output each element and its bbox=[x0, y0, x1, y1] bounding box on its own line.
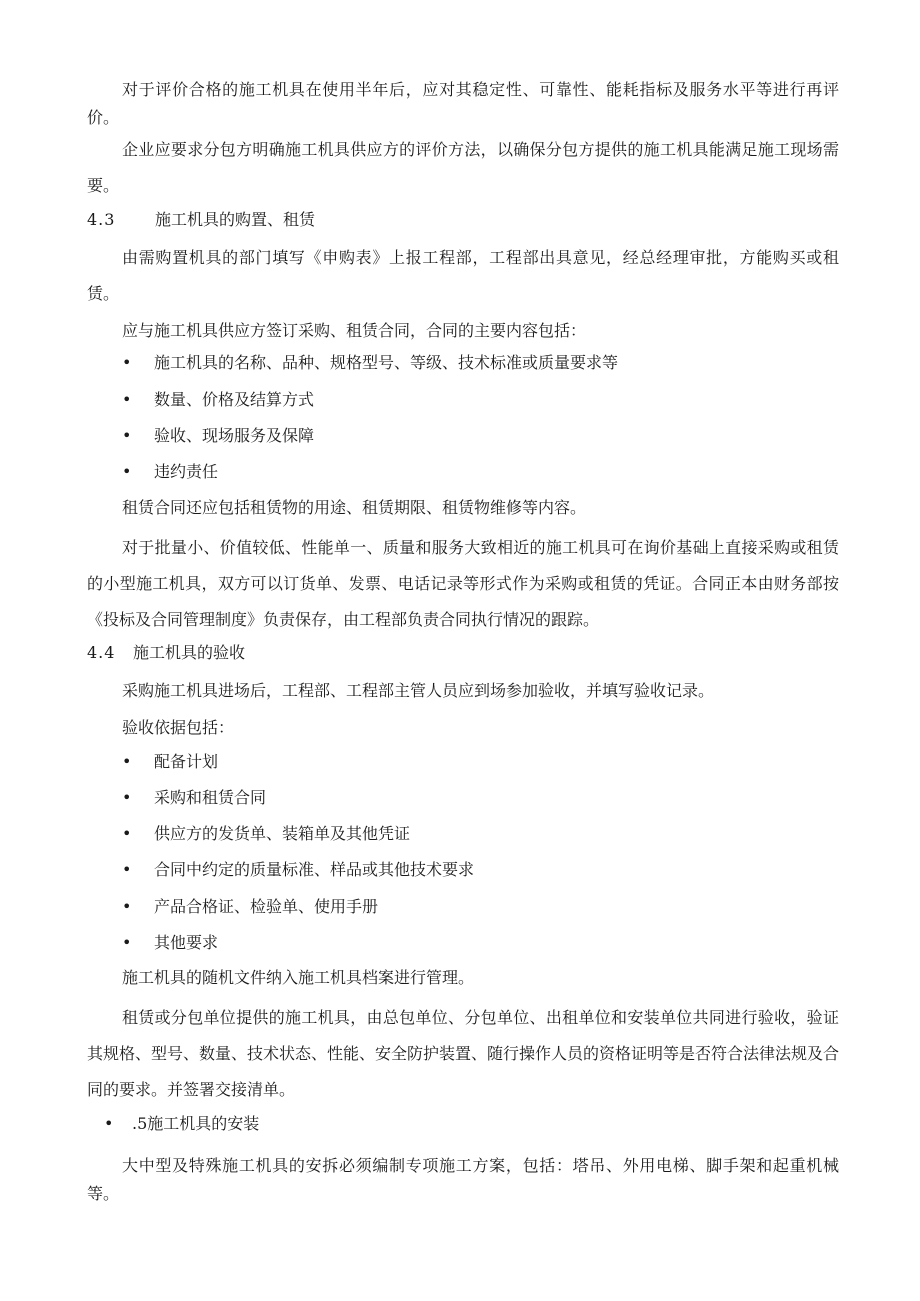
bullet-icon: • bbox=[122, 788, 132, 807]
bullet-icon: • bbox=[122, 897, 132, 916]
list-item: • 采购和租赁合同 bbox=[122, 786, 266, 810]
list-item: • 配备计划 bbox=[122, 750, 218, 774]
section-heading-5 bbox=[104, 1112, 259, 1136]
paragraph-installation-plan: 大中型及特殊施工机具的安拆必须编制专项施工方案，包括：塔吊、外用电梯、脚手架和起重机械等。 bbox=[87, 1156, 839, 1203]
paragraph-acceptance-basis: 验收依据包括： bbox=[122, 718, 235, 737]
list-item: • 验收、现场服务及保障 bbox=[122, 424, 314, 448]
list-item: • 数量、价格及结算方式 bbox=[122, 388, 314, 412]
paragraph-purchase-request: 由需购置机具的部门填写《申购表》上报工程部，工程部出具意见，经总经理审批，方能购买或租赁。 bbox=[87, 248, 839, 303]
list-item: • 违约责任 bbox=[122, 460, 218, 484]
section-heading-4-4 bbox=[87, 641, 245, 665]
paragraph-lease-contract: 租赁合同还应包括租赁物的用途、租赁期限、租赁物维修等内容。 bbox=[122, 498, 587, 517]
paragraph-small-tools: 对于批量小、价值较低、性能单一、质量和服务大致相近的施工机具可在询价基础上直接采购或租赁的小型施工机具，双方可以订货单、发票、电话记录等形式作为采购或租赁的凭证。合同正本由财务部按《投标及合同管理制度》负责保存，由工程部负责合同执行情况的跟踪。 bbox=[87, 538, 839, 629]
bullet-icon: • bbox=[122, 353, 132, 372]
paragraph-archive: 施工机具的随机文件纳入施工机具档案进行管理。 bbox=[122, 968, 475, 987]
list-item: • 施工机具的名称、品种、规格型号、等级、技术标准或质量要求等 bbox=[122, 351, 618, 375]
section-number: 4.4 bbox=[87, 643, 116, 662]
paragraph-joint-acceptance: 租赁或分包单位提供的施工机具，由总包单位、分包单位、出租单位和安装单位共同进行验收，验证其规格、型号、数量、技术状态、性能、安全防护装置、随行操作人员的资格证明等是否符合法律法规及合同的要求。并签署交接清单。 bbox=[87, 1008, 840, 1099]
list-item: • 供应方的发货单、装箱单及其他凭证 bbox=[122, 822, 410, 846]
section-number: 4.3 bbox=[87, 210, 116, 229]
bullet-icon: • bbox=[122, 824, 132, 843]
section-title: 施工机具的验收 bbox=[133, 643, 246, 662]
section-heading-4-3 bbox=[87, 208, 315, 232]
bullet-icon: • bbox=[122, 933, 132, 952]
section-title: 施工机具的安装 bbox=[147, 1114, 260, 1133]
bullet-icon: • bbox=[104, 1114, 115, 1133]
bullet-icon: • bbox=[122, 752, 132, 771]
list-item: • 合同中约定的质量标准、样品或其他技术要求 bbox=[122, 858, 474, 882]
paragraph-reevaluation: 对于评价合格的施工机具在使用半年后，应对其稳定性、可靠性、能耗指标及服务水平等进行再评价。 bbox=[87, 80, 839, 127]
bullet-icon: • bbox=[122, 390, 132, 409]
section-number: .5 bbox=[132, 1114, 148, 1133]
section-title: 施工机具的购置、租赁 bbox=[155, 210, 316, 229]
list-item: • 其他要求 bbox=[122, 931, 218, 955]
list-item: • 产品合格证、检验单、使用手册 bbox=[122, 895, 378, 919]
bullet-icon: • bbox=[122, 462, 132, 481]
paragraph-acceptance: 采购施工机具进场后，工程部、工程部主管人员应到场参加验收，并填写验收记录。 bbox=[122, 681, 715, 700]
paragraph-contract-intro: 应与施工机具供应方签订采购、租赁合同，合同的主要内容包括： bbox=[122, 321, 587, 340]
bullet-icon: • bbox=[122, 426, 132, 445]
paragraph-subcontractor-evaluation: 企业应要求分包方明确施工机具供应方的评价方法，以确保分包方提供的施工机具能满足施工现场需要。 bbox=[87, 140, 839, 195]
bullet-icon: • bbox=[122, 860, 132, 879]
